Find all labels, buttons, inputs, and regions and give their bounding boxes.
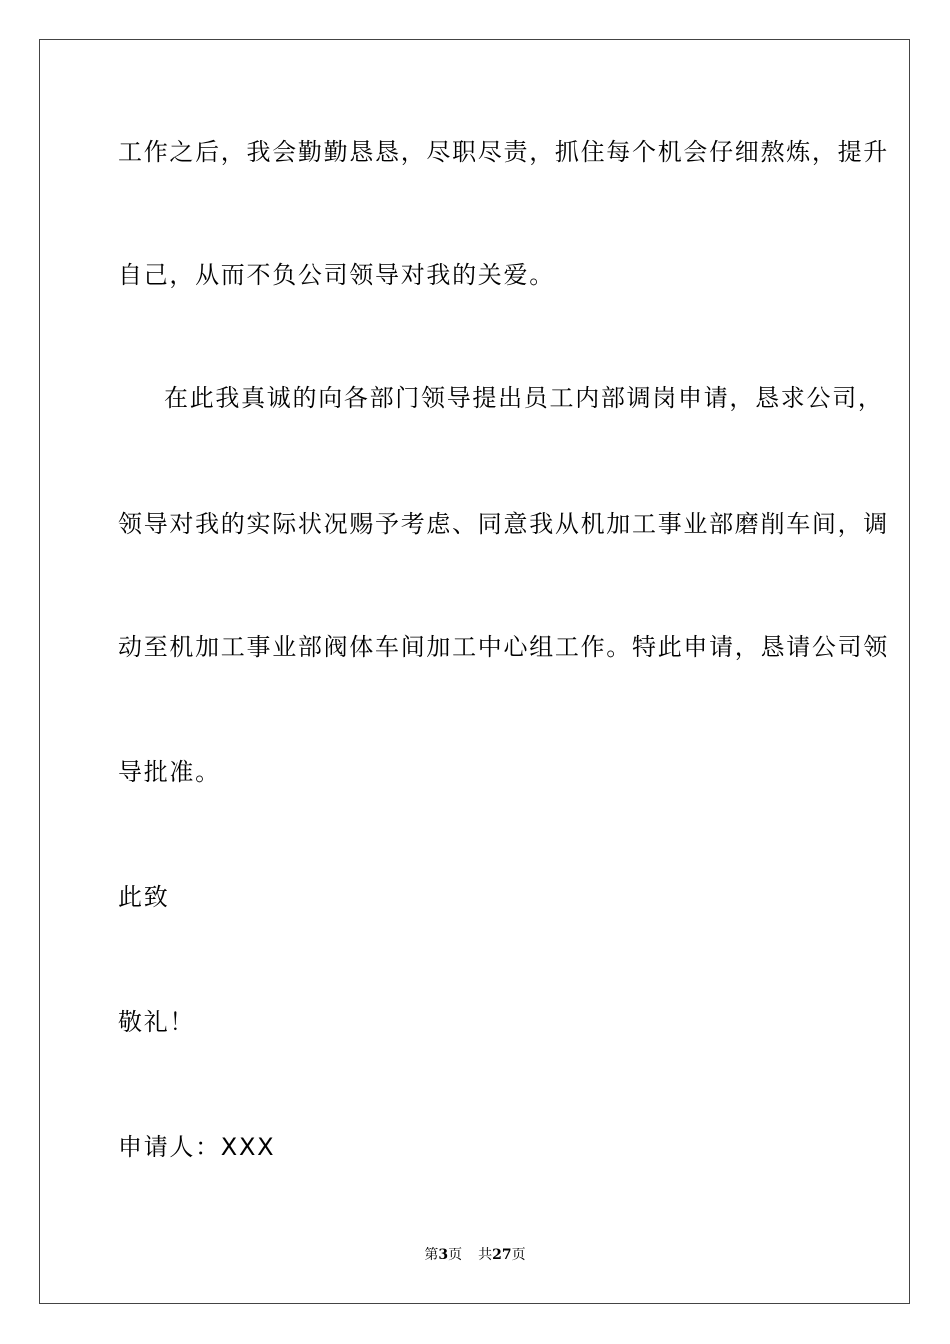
- footer-page-number: 3: [438, 1247, 449, 1263]
- closing-line: 此致: [118, 883, 170, 911]
- footer-total-prefix: 共: [478, 1247, 493, 1263]
- body-line-4: 领导对我的实际状况赐予考虑、同意我从机加工事业部磨削车间，调: [118, 510, 889, 538]
- body-line-1: 工作之后，我会勤勤恳恳，尽职尽责，抓住每个机会仔细熬炼，提升: [118, 138, 889, 166]
- body-line-6: 导批准。: [118, 758, 221, 786]
- page-border: [39, 39, 910, 1304]
- body-line-5: 动至机加工事业部阀体车间加工中心组工作。特此申请，恳请公司领: [118, 633, 889, 661]
- footer-page-suffix: 页: [448, 1247, 463, 1263]
- footer-page-prefix: 第: [424, 1247, 439, 1263]
- footer-total-pages: 27: [492, 1247, 512, 1263]
- body-line-2: 自己，从而不负公司领导对我的关爱。: [118, 261, 555, 289]
- applicant-line: 申请人：XXX: [118, 1133, 276, 1161]
- body-line-3: 在此我真诚的向各部门领导提出员工内部调岗申请，恳求公司，: [164, 384, 884, 412]
- footer-total-suffix: 页: [511, 1247, 526, 1263]
- salutation-line: 敬礼！: [118, 1008, 196, 1036]
- page-footer: [0, 1246, 950, 1264]
